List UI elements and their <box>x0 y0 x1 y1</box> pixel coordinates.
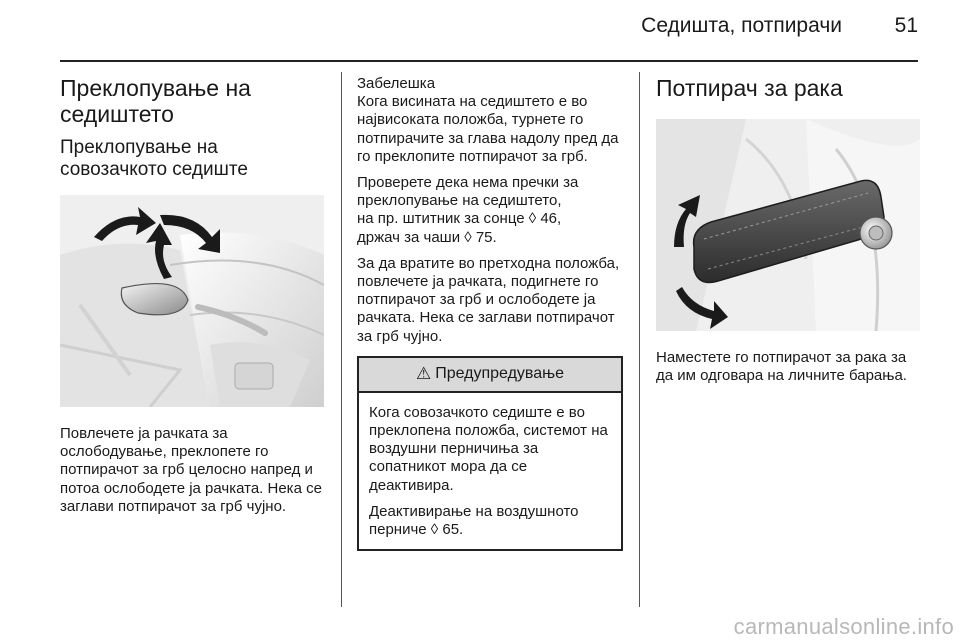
warning-header <box>359 358 621 393</box>
column-divider-left <box>341 72 342 607</box>
watermark-text: carmanualsonline.info <box>733 614 954 639</box>
warning-box <box>357 356 623 551</box>
armrest-illustration <box>656 119 920 331</box>
running-header-title: Седишта, потпирачи <box>641 14 842 37</box>
warning-text-airbag: Кога совозачкото седиште е во преклопена положба, системот на воздушни перничиња за сопатникот мора да се деактивира. <box>369 403 608 494</box>
note-text-headrest: Кога висината на седиштето е во највисоката положба, турнете го потпирачите за глава надолу пред да го преклопите потпирачот за грб. <box>357 93 619 165</box>
column-seat-folding <box>60 75 326 516</box>
warning-text-airbag-deactivation: Деактивирање на воздушното перниче ◊ 65. <box>369 502 579 539</box>
column-notes <box>357 75 623 551</box>
note-ref-sun-visor: на пр. штитник за сонце ◊ 46, <box>357 210 562 228</box>
note-ref-cup-holder: држач за чаши ◊ 75. <box>357 228 497 246</box>
note-label: Забелешка <box>357 75 436 92</box>
paragraph-armrest-instructions: Наместете го потпирачот за рака за да им одговара на личните барања. <box>656 349 907 385</box>
column-divider-right <box>639 72 640 607</box>
paragraph-restore-instructions: За да вратите во претходна положба, повлечете ја рачката, подигнете го потпирачот за грб и ослободете ја рачката. Нека се заглави потпирачот за грб чујно. <box>357 254 620 345</box>
subsection-heading-passenger-seat: Преклопување на совозачкото седиште <box>60 137 248 180</box>
warning-title: Предупредување <box>435 365 565 383</box>
column-armrest <box>656 75 920 385</box>
warning-triangle-icon: ⚠ <box>415 364 432 384</box>
section-heading-armrest: Потпирач за рака <box>656 75 843 101</box>
section-heading-seat-folding: Преклопување на седиштето <box>60 75 251 127</box>
paragraph-fold-instructions: Повлечете ја рачката за ослободување, преклопете го потпирачот за грб целосно напред и потоа ослободете ја рачката. Нека се заглави потпирачот за грб чујно. <box>60 425 322 515</box>
note-text-check-obstacles: Проверете дека нема пречки за преклопување на седиштето, <box>357 174 579 210</box>
warning-body <box>359 393 621 549</box>
seat-folding-illustration <box>60 195 324 407</box>
page-number: 51 <box>894 14 918 37</box>
header-rule <box>60 60 918 62</box>
